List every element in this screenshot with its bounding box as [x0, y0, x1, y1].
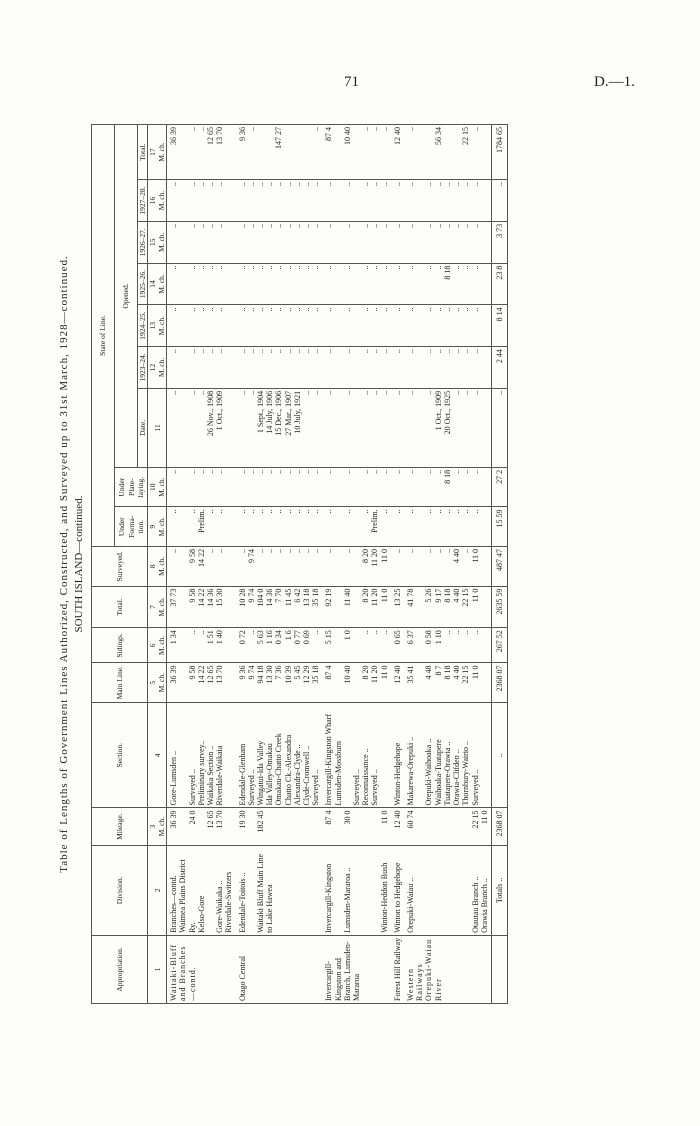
cell-1927-28: .. .. .. .. .. .. .. .. ..	[236, 180, 323, 222]
totals-row	[491, 125, 507, 1004]
cell-surveyed: .. 9 74 .. .. .. .. .. .. ..	[236, 547, 323, 587]
totals-1923-24: 2 44	[491, 347, 507, 389]
cell-1926-27: .. .. .. .. ..	[322, 221, 390, 263]
cell-1923-24: .. .. .. .. ..	[322, 347, 390, 389]
page-number: 71	[344, 74, 359, 90]
column-number: 3 M. ch.	[148, 808, 167, 845]
cell-appropriation	[491, 935, 507, 1003]
cell-sidings: 1 34 .. .. 1 51 1 40	[167, 628, 236, 663]
cell-under-platelaying: .. .. .. .. ..	[167, 467, 236, 507]
cell-under-formation: .. .. .. .. .. .. ..	[404, 507, 491, 547]
cell-date: .. .. .. 26 Nov., 1908 1 Oct., 1909	[167, 388, 236, 467]
cell-mileage: 87 4 30 0 11 0	[322, 808, 390, 845]
totals-section: ..	[491, 703, 507, 808]
cell-total: 37 73 9 58 14 22 14 36 15 30	[167, 586, 236, 628]
cell-1923-24: .. .. .. .. .. .. ..	[404, 347, 491, 389]
cell-main-line: 12 40	[391, 663, 404, 703]
cell-under-formation: ..	[391, 507, 404, 547]
header-mileage: Mileage.	[92, 808, 148, 845]
cell-appropriation: Invercargill-Kingston and Branch, Lumsden-Mararoa	[322, 935, 390, 1003]
cell-total: 92 19 11 40 8 20 11 20 11 0	[322, 586, 390, 628]
cell-surveyed: .. 9 58 14 22 .. ..	[167, 547, 236, 587]
cell-1925-26: .. .. .. .. ..	[322, 263, 390, 305]
header-grand-total: Total.	[138, 125, 148, 180]
cell-mileage: 12 40	[391, 808, 404, 845]
totals-total: 2635 59	[491, 586, 507, 628]
column-number: 7 M. ch.	[148, 586, 167, 628]
cell-total: 41 78 5 26 9 17 8 18 4 40 22 15 11 0	[404, 586, 491, 628]
column-number: 10 M. ch.	[148, 467, 167, 507]
cell-1925-26: .. .. .. .. .. .. .. .. ..	[236, 263, 323, 305]
cell-section: Gore-Lumsden .. Surveyed .. Preliminary survey.. Waikaka Section .. Riverdale-Waikaia	[167, 703, 236, 808]
column-number: 1	[148, 935, 167, 1003]
cell-1927-28: ..	[391, 180, 404, 222]
cell-1924-25: ..	[391, 305, 404, 347]
cell-division: Winton to Hedgehope	[391, 845, 404, 935]
column-number: 11	[148, 388, 167, 467]
document-code: D.—1.	[594, 74, 635, 90]
cell-division: Invercargill-Kingston Lumsden-Mararoa .. Winton-Heddon Bush	[322, 845, 390, 935]
header-opened: Opened.	[115, 125, 138, 468]
cell-appropriation: Waitaki-Bluff and Branches —contd.	[167, 935, 236, 1003]
cell-grand-total: 87 4 10 40 .. .. ..	[322, 125, 390, 180]
totals-1925-26: 23 8	[491, 263, 507, 305]
column-number: 9 M. ch.	[148, 507, 167, 547]
table-row	[391, 125, 404, 1004]
cell-date: ..	[391, 388, 404, 467]
table-row	[236, 125, 323, 1004]
cell-sidings: 6 37 0 58 1 10 .. .. .. ..	[404, 628, 491, 663]
cell-sidings: 0 65	[391, 628, 404, 663]
cell-1926-27: ..	[391, 221, 404, 263]
header-sidings: Sidings.	[92, 628, 148, 663]
cell-division: Branches—contd. Waimea Plains District Ry. Kelso-Gore Gore-Waikaka .. Riverdale-Switzers	[167, 845, 236, 935]
cell-surveyed: ..	[391, 547, 404, 587]
cell-under-platelaying: .. .. .. .. .. .. .. .. ..	[236, 467, 323, 507]
totals-1926-27: 3 73	[491, 221, 507, 263]
column-number: 16 M. ch.	[148, 180, 167, 222]
cell-grand-total: 36 39 .. .. 12 65 13 70	[167, 125, 236, 180]
header-main-line: Main Line.	[92, 663, 148, 703]
cell-date: .. .. 1 Sept., 1904 14 July, 1906 15 Dec., 1906 27 Mar., 1907 10 July, 1921 .. ..	[236, 388, 323, 467]
column-number: 4	[148, 703, 167, 808]
header-under-platelaying: Under Plate-laying.	[115, 467, 148, 507]
cell-under-platelaying: ..	[391, 467, 404, 507]
cell-1926-27: .. .. .. .. .. .. .. .. ..	[236, 221, 323, 263]
header-section: Section.	[92, 703, 148, 808]
header-date: Date.	[138, 388, 148, 467]
cell-1927-28: .. .. .. .. .. .. ..	[404, 180, 491, 222]
cell-surveyed: .. .. .. .. 4 40 .. 11 0	[404, 547, 491, 587]
cell-under-formation: .. .. .. .. .. .. .. .. ..	[236, 507, 323, 547]
cell-appropriation: Western Railways Orepuki-Waiau River	[404, 935, 491, 1003]
totals-grand-total: 1784 65	[491, 125, 507, 180]
cell-1924-25: .. .. .. .. ..	[322, 305, 390, 347]
totals-main-line: 2368 07	[491, 663, 507, 703]
cell-1925-26: .. .. .. 8 18 .. .. ..	[404, 263, 491, 305]
column-number: 12 M. ch.	[148, 347, 167, 389]
header-appropriation: Appropriation.	[92, 935, 148, 1003]
cell-main-line: 36 39 9 58 14 22 12 65 13 70	[167, 663, 236, 703]
cell-appropriation: Forest Hill Railway	[391, 935, 404, 1003]
totals-surveyed: 487 47	[491, 547, 507, 587]
table-row	[404, 125, 491, 1004]
cell-sidings: 0 72 .. 5 63 1 16 0 34 1 6 0 77 0 69 ..	[236, 628, 323, 663]
column-number: 13 M. ch.	[148, 305, 167, 347]
column-number: 8 M. ch.	[148, 547, 167, 587]
cell-1924-25: .. .. .. .. ..	[167, 305, 236, 347]
column-number: 2	[148, 845, 167, 935]
cell-total: 13 25	[391, 586, 404, 628]
header-1924-25: 1924–25.	[138, 305, 148, 347]
cell-section: Winton-Hedgehope	[391, 703, 404, 808]
totals-1927-28: ..	[491, 180, 507, 222]
cell-mileage: 19 30 182 45	[236, 808, 323, 845]
cell-mileage: 60 74 22 15 11 0	[404, 808, 491, 845]
header-division: Division.	[92, 845, 148, 935]
column-number: 15 M. ch.	[148, 221, 167, 263]
cell-1924-25: .. .. .. .. .. .. .. .. ..	[236, 305, 323, 347]
totals-under-formation: 15 59	[491, 507, 507, 547]
header-1927-28: 1927–28.	[138, 180, 148, 222]
table-title: Table of Lengths of Government Lines Authorized, Constructed, and Surveyed up to 31st March, 1928—continued.	[58, 255, 70, 873]
cell-1927-28: .. .. .. .. ..	[322, 180, 390, 222]
header-1925-26: 1925–26.	[138, 263, 148, 305]
cell-1926-27: .. .. .. .. ..	[167, 221, 236, 263]
cell-1924-25: .. .. .. .. .. .. ..	[404, 305, 491, 347]
header-total: Total.	[92, 586, 148, 628]
cell-section: Invercargill-Kingston Wharf Lumsden-Mossburn Surveyed .. Reconnaissance .. Surveyed ..	[322, 703, 390, 808]
cell-under-platelaying: .. .. .. .. ..	[322, 467, 390, 507]
cell-under-platelaying: .. .. .. 8 18 .. .. ..	[404, 467, 491, 507]
cell-1923-24: ..	[391, 347, 404, 389]
cell-main-line: 9 36 9 74 94 18 13 30 7 36 10 39 5 45 12 29 35 18	[236, 663, 323, 703]
column-number: 6 M. ch.	[148, 628, 167, 663]
cell-section: Edendale-Glenham Surveyed .. Wingatui-Ida Valley Ida Valley-Omakau Omakau-Chatto Creek Chatto Ck.-Alexandra Alexandra-Clyde .. Clyde-Cromwell .. Surveyed ..	[236, 703, 323, 808]
totals-date: ..	[491, 388, 507, 467]
header-1926-27: 1926–27.	[138, 221, 148, 263]
column-number: 14 M. ch.	[148, 263, 167, 305]
totals-1924-25: 8 14	[491, 305, 507, 347]
cell-1925-26: .. .. .. .. ..	[167, 263, 236, 305]
cell-total: 10 28 9 74 104 0 14 36 7 70 11 45 6 42 13 18 35 18	[236, 586, 323, 628]
cell-mileage: 36 39 24 0 12 65 13 70	[167, 808, 236, 845]
table-subtitle: SOUTH ISLAND—continued.	[73, 495, 85, 633]
cell-under-formation: .. .. .. Prelim. ..	[322, 507, 390, 547]
totals-under-platelaying: 27 2	[491, 467, 507, 507]
table-row	[167, 125, 236, 1004]
cell-main-line: 87 4 10 40 8 20 11 20 11 0	[322, 663, 390, 703]
column-number: 5 M. ch.	[148, 663, 167, 703]
cell-1926-27: .. .. .. .. .. .. ..	[404, 221, 491, 263]
cell-surveyed: .. .. 8 20 11 20 11 0	[322, 547, 390, 587]
header-under-formation: Under Forma-tion.	[115, 507, 148, 547]
cell-grand-total: 12 40	[391, 125, 404, 180]
cell-sidings: 5 15 1 0 .. .. ..	[322, 628, 390, 663]
cell-appropriation: Otago Central	[236, 935, 323, 1003]
header-surveyed: Surveyed.	[92, 547, 148, 587]
totals-label: Totals ..	[491, 845, 507, 935]
rotated-table-block	[52, 124, 660, 1004]
cell-1923-24: .. .. .. .. .. .. .. .. ..	[236, 347, 323, 389]
lengths-table	[91, 124, 508, 1004]
cell-division: Edendale-Toitois .. Waitaki Bluff Main Line to Lake Hawea	[236, 845, 323, 935]
cell-1925-26: ..	[391, 263, 404, 305]
table-row	[322, 125, 390, 1004]
totals-mileage: 2368 07	[491, 808, 507, 845]
cell-1923-24: .. .. .. .. ..	[167, 347, 236, 389]
cell-under-formation: .. .. Prelim. .. ..	[167, 507, 236, 547]
header-state-of-line: State of Line.	[92, 125, 115, 547]
header-1923-24: 1923–24.	[138, 347, 148, 389]
cell-date: .. .. .. .. ..	[322, 388, 390, 467]
column-number: 17 M. ch.	[148, 125, 167, 180]
cell-section: Makarewa-Orepuki .. Orepuki-Waihoaka .. Waihoaka-Tuatapere Tuatapere-Orawia .. Orawia-Clifden .. Thornbury-Wairio .. Surveyed ..	[404, 703, 491, 808]
cell-grand-total: .. 56 34 22 15 ..	[404, 125, 491, 180]
cell-division: Orepuki-Waiau .. Otautau Branch .. Orawia Branch ..	[404, 845, 491, 935]
cell-date: .. .. 1 Oct., 1909 20 Oct., 1925 .. .. ..	[404, 388, 491, 467]
cell-main-line: 35 41 4 48 8 7 8 18 4 40 22 15 11 0	[404, 663, 491, 703]
totals-sidings: 267 52	[491, 628, 507, 663]
cell-1927-28: .. .. .. .. ..	[167, 180, 236, 222]
cell-grand-total: 9 36 .. 147 27 ..	[236, 125, 323, 180]
